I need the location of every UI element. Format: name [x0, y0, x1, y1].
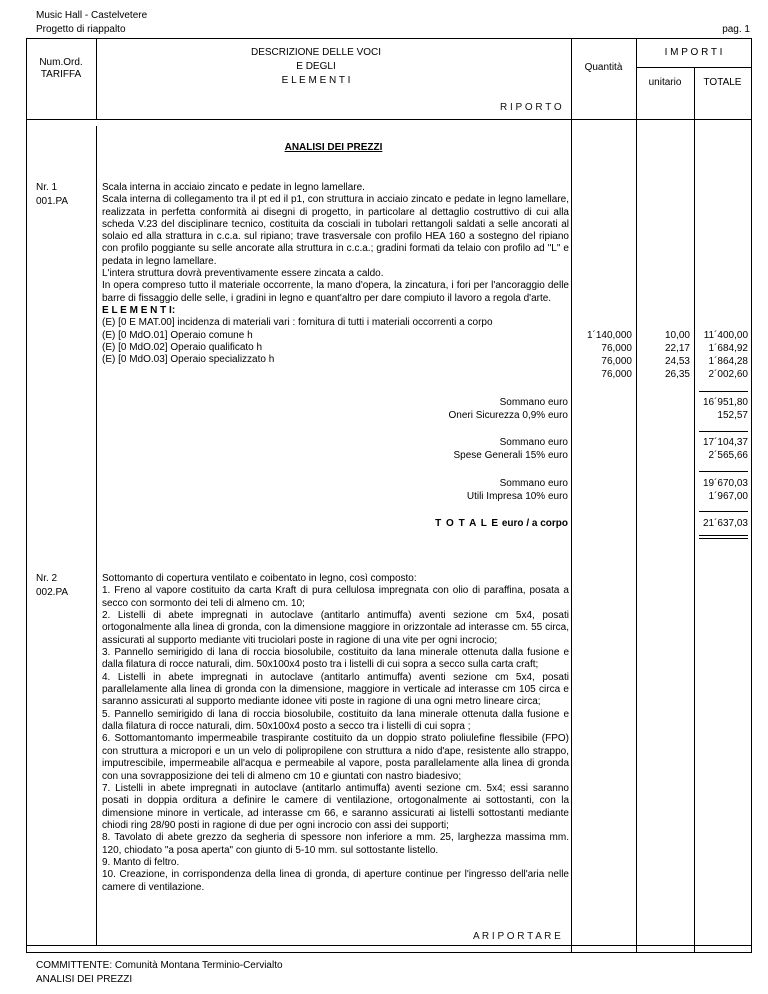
section-title: ANALISI DEI PREZZI	[284, 142, 383, 153]
summary-rule	[699, 471, 748, 472]
desc-header-3: E L E M E N T I	[281, 75, 351, 86]
totale-unit: euro / a corpo	[501, 518, 568, 529]
element-unit: 26,35	[664, 369, 690, 380]
summary-label: Sommano euro	[499, 437, 568, 448]
element-qty: 76,000	[601, 356, 632, 367]
summary-label: Oneri Sicurezza 0,9% euro	[448, 410, 568, 421]
header-bottom-border	[26, 119, 751, 120]
item2-line: 6. Sottomantomanto impermeabile traspirante costituito da un doppio strato poliulefine flessibile (FPO) con struttura a micropori e un un velo di polipropilene con struttura a nido d'ape, resistente allo strappo, imputrescibile, impermeabile all'acqua e permeabile al vapore, posta parallelamente alla linea di gronda con una sovrapposizione dei teli di almeno cm 10 e giuntati con nastro biadesivo;	[102, 733, 569, 782]
element-total: 1´684,92	[708, 343, 748, 354]
num-ord-header: Num.Ord.	[39, 57, 83, 68]
item1-element-row: (E) [0 E MAT.00] incidenza di materiali vari : fornitura di tutti i materiali occorrenti a corpo	[102, 317, 493, 329]
col-line-desc	[571, 38, 572, 953]
desc-header-2: E DEGLI	[296, 61, 336, 72]
importi-header: I M P O R T I	[664, 47, 723, 58]
item1-elementi-label: E L E M E N T I:	[102, 304, 176, 316]
element-unit: 22,17	[664, 343, 690, 354]
col-line-ord	[96, 126, 97, 946]
item1-note1: L'intera struttura dovrà preventivamente essere zincata a caldo.	[102, 268, 384, 280]
item1-element-row: (E) [0 MdO.02] Operaio qualificato h	[102, 341, 263, 353]
quantita-header: Quantità	[584, 62, 623, 73]
page-number: pag. 1	[722, 24, 750, 35]
element-total: 11´400,00	[703, 330, 748, 341]
tariffa-header: TARIFFA	[40, 69, 82, 80]
project-subtitle: Progetto di riappalto	[36, 24, 126, 35]
footer-committente: COMMITTENTE: Comunità Montana Terminio-Cervialto	[36, 960, 283, 971]
totale-label: T O T A L E	[435, 518, 500, 529]
summary-value: 16´951,80	[702, 397, 748, 408]
element-qty: 76,000	[601, 343, 632, 354]
item2-nr: Nr. 2	[36, 573, 58, 584]
summary-value: 17´104,37	[702, 437, 748, 448]
item2-code: 002.PA	[36, 587, 69, 598]
item1-note2: In opera compreso tutto il materiale occorrente, la mano d'opera, la zincatura, i fori per l'ancoraggio delle barre di fissaggio delle selle, i gradini in legno e quant'altro per dare compiuto il lavoro a regola d'arte.	[102, 280, 569, 304]
totale-header: TOTALE	[703, 77, 742, 88]
element-qty: 1´140,000	[586, 330, 632, 341]
summary-rule	[699, 511, 748, 512]
item2-line: 8. Tavolato di abete grezzo da segheria di spessore non inferiore a mm. 25, larghezza massima mm. 120, chiodato "a posa aperta" con giunto di 5-10 mm. sul sottostante listello.	[102, 832, 569, 856]
summary-value: 152,57	[717, 410, 748, 421]
item1-totale-row	[300, 518, 568, 529]
project-title: Music Hall - Castelvetere	[36, 10, 148, 21]
item2-line: 3. Pannello semirigido di lana di roccia biosolubile, costituito da lana minerale ottenuta dalla fusione e dalla filatura di rocce naturali, dim. 50x100x4 posto tra i listelli di cui sopra a secco sulla carta craft;	[102, 647, 569, 671]
totale-rule-1	[699, 535, 748, 536]
summary-label: Sommano euro	[499, 397, 568, 408]
summary-rule	[699, 431, 748, 432]
item2-line: 10. Creazione, in corrispondenza della linea di gronda, di aperture continue per l'ingresso dell'aria nelle camere di ventilazione.	[102, 869, 569, 893]
item2-line: Sottomanto di copertura ventilato e coibentato in legno, così composto:	[102, 573, 417, 584]
item1-nr: Nr. 1	[36, 182, 58, 193]
item1-description: Scala interna di collegamento tra il pt ed il p1, con struttura in acciaio zincato e pedate in legno lamellare, realizzata in perfetta conformità ai disegni di progetto, in particolare al dettaglio costruttivo di cui alla scheda V.23 del disciplinare tecnico, costituita da cosciali in tubolari rettangoli saldati a selle ancorati al solaio ed alla strattura in c.c.a. sul ripiano; trave trasversale con profilo HEA 160 a sostegno del ripiano con profilo poggiante su selle ancorate alla struttura in c.c.a.; gradini formati da telaio con profilo ad "L" e pedata in legno lamellare.	[102, 194, 569, 267]
table-bottom-inner-border	[26, 945, 751, 946]
footer-section: ANALISI DEI PREZZI	[36, 974, 133, 985]
item2-description-block	[102, 573, 569, 894]
summary-value: 2´565,66	[708, 450, 748, 461]
summary-rule	[699, 391, 748, 392]
item2-line: 4. Listelli in abete impregnati in autoclave (antitarlo antimuffa) aventi sezione cm 5x4, posati parallelamente alla linea di gronda con la dimensione, maggiore in verticale ad interasse cm 105 circa e saranno assicurati al supporto mediante idonee viti poste in ragione di una ogni metro lineare circa;	[102, 671, 569, 708]
col-line-ord-header	[96, 38, 97, 120]
totale-value: 21´637,03	[702, 518, 748, 529]
summary-value: 1´967,00	[708, 491, 748, 502]
summary-value: 19´670,03	[702, 478, 748, 489]
item1-element-row: (E) [0 MdO.01] Operaio comune h	[102, 329, 253, 341]
col-line-unit	[694, 67, 695, 953]
totale-rule-2	[699, 538, 748, 539]
item1-title: Scala interna in acciaio zincato e pedate in legno lamellare.	[102, 182, 365, 193]
table-bottom-border	[26, 952, 751, 953]
summary-label: Spese Generali 15% euro	[453, 450, 568, 461]
element-unit: 24,53	[664, 356, 690, 367]
element-qty: 76,000	[601, 369, 632, 380]
riporto-label: R I P O R T O	[500, 102, 562, 113]
desc-header-1: DESCRIZIONE DELLE VOCI	[250, 47, 382, 58]
element-unit: 10,00	[664, 330, 690, 341]
summary-label: Sommano euro	[499, 478, 568, 489]
item2-line: 2. Listelli di abete impregnati in autoclave (antitarlo antimuffa) aventi sezione cm 5x4, posati ortogonalmente alla linea di gronda, con la dimensione maggiore in orizzontale ad interasse cm. 55 circa, assicurati al supporto mediante viti truciolari poste in ragione di una vite per ogni incrocio;	[102, 610, 569, 646]
element-total: 1´864,28	[708, 356, 748, 367]
item1-code: 001.PA	[36, 196, 69, 207]
element-total: 2´002,60	[708, 369, 748, 380]
item2-line: 7. Listelli in abete impregnati in autoclave (antitarlo antimuffa) aventi sezione cm. 5x4; essi saranno posati in doppia orditura a definire le camere di ventilazione, ortogonalmente ai sottostanti, con la dimensione minore in verticale, ad interasse cm 66, e saranno assicurati ai listelli sottostanti mediante chiodi ring 28/90 posti in ragione di due per ogni incrocio con assi dei supporti;	[102, 782, 569, 831]
item2-line: 9. Manto di feltro.	[102, 856, 180, 868]
item1-description-block	[102, 182, 569, 366]
item2-line: 1. Freno al vapore costituito da carta Kraft di pura cellulosa impregnata con olio di paraffina, posata a secco con sormonto dei teli di almeno cm. 10;	[102, 585, 569, 609]
ariportare-label: A R I P O R T A R E	[473, 931, 561, 942]
item1-element-row: (E) [0 MdO.03] Operaio specializzato h	[102, 354, 275, 366]
item2-line: 5. Pannello semirigido di lana di roccia biosolubile, costituito da lana minerale ottenuta dalla fusione e dalla filatura di rocce naturali, dim. 50x100x4 posto a secco tra i listelli di cui sopra ;	[102, 708, 569, 733]
summary-label: Utili Impresa 10% euro	[466, 491, 568, 502]
table-top-border	[26, 38, 751, 39]
unitario-header: unitario	[648, 77, 682, 88]
col-line-left	[26, 38, 27, 953]
col-line-qty	[636, 38, 637, 953]
col-line-right	[751, 38, 752, 953]
